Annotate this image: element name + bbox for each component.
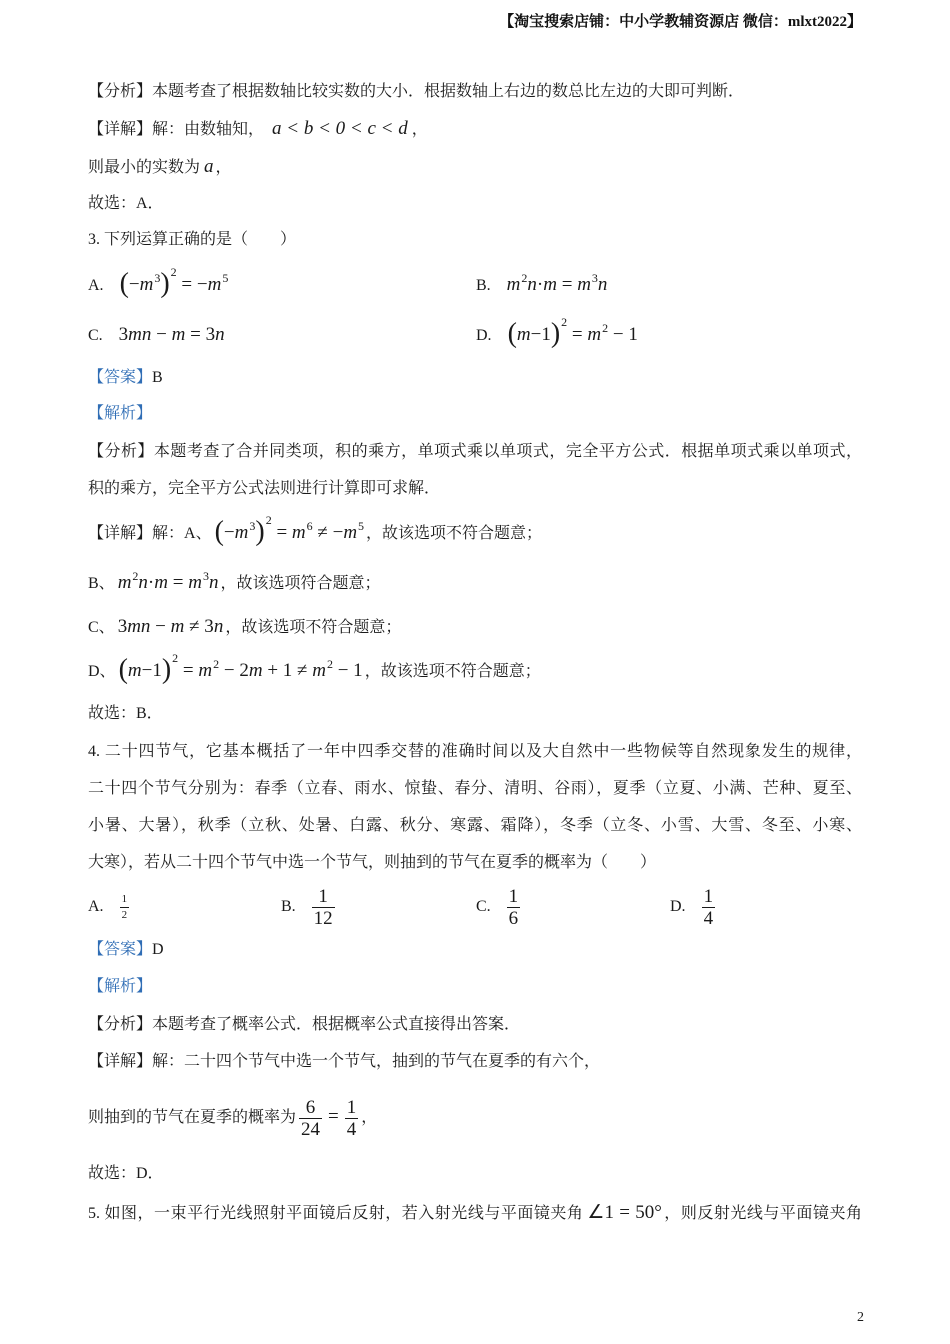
detail-verdict: ，故该选项不符合题意；	[225, 619, 402, 636]
q4-probability-line	[88, 1095, 377, 1139]
math-variable: m	[170, 616, 185, 637]
punctuation: ，	[215, 159, 232, 176]
detail-text: 解：二十四个节气中选一个节气，抽到的节气在夏季的有六个，	[152, 1053, 601, 1070]
fraction	[312, 885, 335, 929]
detail-prefix: A、	[184, 525, 212, 542]
math-operator: =	[567, 324, 588, 345]
math-variable: n	[527, 274, 537, 295]
detail-verdict: ，故该选项不符合题意；	[366, 525, 543, 542]
math-variable: m	[587, 324, 602, 345]
math-exponent: 3	[202, 569, 209, 583]
q4-option-d	[670, 885, 718, 929]
math-variable: m	[188, 572, 202, 593]
q4-choice-line: 故选：D．	[88, 1165, 164, 1182]
q3-analysis-line-1	[88, 440, 862, 464]
math-variable: n	[138, 572, 148, 593]
fraction-numerator: 1	[346, 1096, 357, 1118]
q4-answer-line	[88, 938, 164, 962]
analysis-text: 本题考查了概率公式．根据概率公式直接得出答案．	[152, 1016, 521, 1033]
header-watermark: 【淘宝搜索店铺：中小学教辅资源店 微信：mlxt2022】	[499, 14, 862, 30]
option-letter: D.	[476, 327, 492, 344]
q4-stem-line-4: 大寒），若从二十四个节气中选一个节气，则抽到的节气在夏季的概率为（ ）	[88, 854, 657, 871]
math-number: 3	[117, 616, 128, 637]
math-operator: − 1	[608, 324, 638, 345]
math-operator: ·	[147, 572, 155, 593]
q3-option-b	[476, 268, 609, 302]
analysis-label: 【分析】	[88, 443, 154, 460]
fraction-denominator: 12	[313, 907, 333, 929]
option-letter: A.	[88, 277, 104, 294]
answer-label: 【答案】	[88, 369, 153, 386]
math-variable: m	[171, 324, 186, 345]
answer-label: 【答案】	[88, 941, 153, 958]
detail-label: 【详解】	[88, 525, 153, 542]
fraction-denominator: 4	[346, 1118, 357, 1140]
math-exponent: 2	[170, 265, 177, 279]
math-operator: =	[178, 660, 199, 681]
fraction-numerator: 6	[299, 1099, 322, 1119]
fraction-denominator: 6	[508, 907, 519, 929]
punctuation: ，	[411, 121, 428, 138]
formula	[506, 271, 608, 295]
detail-label: 【详解】	[88, 121, 153, 138]
q3-answer-line	[88, 366, 163, 390]
option-letter: C.	[476, 898, 491, 915]
math-exponent: 2	[172, 651, 179, 665]
answer-value: B	[152, 369, 163, 386]
formula	[117, 616, 224, 637]
q3-analysis-line-2: 积的乘方，完全平方公式法则进行计算即可求解．	[88, 480, 441, 497]
formula	[118, 651, 363, 685]
detail-text: 解：由数轴知，	[152, 121, 265, 138]
formula	[119, 265, 229, 299]
inequality-formula: a < b < 0 < c < d	[272, 118, 408, 139]
option-letter: A.	[88, 898, 104, 915]
math-exponent: 2	[561, 315, 568, 329]
fraction-numerator: 1	[120, 894, 130, 908]
detail-verdict: ，故该选项不符合题意；	[364, 663, 541, 680]
analysis-label: 【分析】	[88, 83, 153, 100]
q4-explain-label: 【解析】	[88, 978, 153, 995]
q3-detail-b	[88, 566, 380, 600]
math-exponent: 3	[591, 271, 598, 285]
math-variable: m	[127, 660, 142, 681]
q2-analysis-line	[88, 80, 744, 104]
math-operator: − 1	[332, 660, 363, 681]
math-variable: m	[506, 274, 521, 295]
math-operator: −1	[530, 324, 551, 345]
angle-formula: ∠1 = 50°	[587, 1202, 662, 1223]
math-variable: m	[117, 572, 132, 593]
option-letter: B.	[281, 898, 296, 915]
math-operator: ·	[536, 274, 544, 295]
math-exponent: 3	[154, 271, 161, 285]
q3-option-a	[88, 265, 230, 302]
fraction-numerator: 1	[703, 885, 714, 907]
math-operator: =	[556, 274, 578, 295]
q4-option-c	[476, 885, 523, 929]
math-variable: m	[577, 274, 591, 295]
q3-detail-c	[88, 610, 401, 644]
fraction	[702, 885, 716, 929]
fraction	[345, 1096, 359, 1140]
math-variable: m	[248, 660, 263, 681]
math-variable: m	[207, 274, 222, 295]
math-paren: )	[255, 516, 265, 547]
q3-choice-line: 故选：B．	[88, 705, 163, 722]
math-variable: m	[139, 274, 154, 295]
math-variable: n	[597, 274, 608, 295]
q4-stem-line-1: 4. 二十四节气，它基本概括了一年中四季交替的准确时间以及大自然中一些物候等自然现象发生的规律，	[88, 743, 862, 760]
answer-value: D	[152, 941, 164, 958]
fraction-denominator: 4	[703, 907, 714, 929]
math-variable: m	[234, 522, 249, 543]
math-operator: ≠ −	[312, 522, 344, 543]
fraction-denominator: 2	[121, 908, 128, 921]
math-operator: =	[167, 572, 189, 593]
detail-label: 【详解】	[88, 1053, 153, 1070]
q3-option-d	[476, 315, 640, 352]
detail-prefix: D、	[88, 663, 116, 680]
math-exponent: 2	[326, 657, 333, 671]
math-operator: −	[128, 274, 140, 295]
detail-verdict: ，故该选项符合题意；	[220, 575, 381, 592]
math-variable: n	[213, 616, 224, 637]
math-paren: (	[214, 516, 224, 547]
q3-option-c	[88, 318, 227, 352]
math-variable: m	[543, 274, 557, 295]
page-number: 2	[857, 1310, 864, 1325]
math-exponent: 3	[249, 519, 256, 533]
formula	[214, 513, 365, 547]
math-exponent: 2	[132, 569, 139, 583]
math-exponent: 2	[602, 321, 609, 335]
detail-prefix: B、	[88, 575, 115, 592]
fraction-numerator: 1	[508, 885, 519, 907]
q3-detail-a	[88, 515, 542, 551]
math-variable: n	[208, 572, 219, 593]
stem-text: ，则反射光线与平面镜夹角	[663, 1205, 862, 1222]
math-operator: − 2	[219, 660, 249, 681]
q4-stem-line-2: 二十四个节气分别为：春季（立春、雨水、惊蛰、春分、清明、谷雨），夏季（立夏、小满、芒种、夏至、	[88, 780, 862, 797]
fraction-denominator: 24	[301, 1118, 321, 1140]
q2-detail-line	[88, 116, 428, 142]
q4-detail-line	[88, 1050, 600, 1074]
math-variable: m	[154, 572, 168, 593]
q4-analysis-line	[88, 1013, 520, 1037]
q4-option-b	[281, 885, 338, 929]
math-operator: −1	[141, 660, 162, 681]
math-variable: m	[516, 324, 531, 345]
math-variable: a	[204, 156, 214, 177]
math-exponent: 2	[213, 657, 220, 671]
fraction	[507, 885, 521, 929]
q3-detail-d	[88, 653, 541, 689]
math-operator: −	[151, 324, 172, 345]
math-operator: −	[223, 522, 235, 543]
math-operator: ≠ 3	[184, 616, 214, 637]
math-variable: mn	[127, 616, 151, 637]
q4-stem-line-3: 小暑、大暑），秋季（立秋、处暑、白露、秋分、寒露、霜降），冬季（立冬、小雪、大雪、冬至、小寒、	[88, 817, 862, 834]
math-variable: mn	[128, 324, 152, 345]
q4-option-a	[88, 885, 132, 929]
math-variable: m	[312, 660, 326, 681]
math-operator: −	[150, 616, 171, 637]
analysis-text: 本题考查了合并同类项，积的乘方，单项式乘以单项式，完全平方公式．根据单项式乘以单项式，	[153, 443, 862, 460]
probability-text: 则抽到的节气在夏季的概率为	[88, 1109, 297, 1126]
option-letter: B.	[476, 277, 491, 294]
math-variable: m	[198, 660, 213, 681]
math-paren: )	[160, 268, 170, 299]
math-number: 3	[118, 324, 129, 345]
analysis-label: 【分析】	[88, 1016, 153, 1033]
math-variable: n	[215, 324, 225, 345]
math-operator: = −	[176, 274, 208, 295]
option-letter: D.	[670, 898, 686, 915]
formula	[118, 324, 225, 345]
punctuation: ，	[361, 1109, 378, 1126]
math-paren: (	[507, 318, 517, 349]
q3-explain-label: 【解析】	[88, 405, 153, 422]
math-exponent: 5	[358, 519, 365, 533]
q2-min-line	[88, 155, 232, 179]
min-text: 则最小的实数为	[88, 159, 201, 176]
math-exponent: 2	[265, 513, 272, 527]
math-exponent: 5	[222, 271, 229, 285]
option-letter: C.	[88, 327, 103, 344]
math-paren: (	[118, 654, 128, 685]
math-operator: = 3	[185, 324, 216, 345]
math-exponent: 6	[306, 519, 313, 533]
math-operator: =	[328, 1106, 339, 1127]
q5-stem-line	[88, 1201, 862, 1225]
math-paren: )	[550, 318, 561, 349]
fraction	[120, 894, 130, 921]
stem-text: 5. 如图，一束平行光线照射平面镜后反射，若入射光线与平面镜夹角	[88, 1205, 584, 1222]
math-variable: m	[343, 522, 358, 543]
fraction	[299, 1096, 322, 1140]
formula	[507, 315, 638, 349]
math-paren: (	[119, 268, 129, 299]
math-variable: m	[291, 522, 306, 543]
detail-prefix: C、	[88, 619, 115, 636]
math-exponent: 2	[521, 271, 528, 285]
math-operator: + 1 ≠	[262, 660, 313, 681]
q2-choice-line: 故选：A．	[88, 195, 164, 212]
formula	[117, 569, 219, 593]
fraction-numerator: 1	[312, 888, 335, 908]
analysis-text: 本题考查了根据数轴比较实数的大小．根据数轴上右边的数总比左边的大即可判断．	[152, 83, 745, 100]
q3-stem: 3. 下列运算正确的是（ ）	[88, 231, 297, 248]
math-operator: =	[271, 522, 292, 543]
math-paren: )	[161, 654, 172, 685]
detail-intro: 解：	[152, 525, 185, 542]
